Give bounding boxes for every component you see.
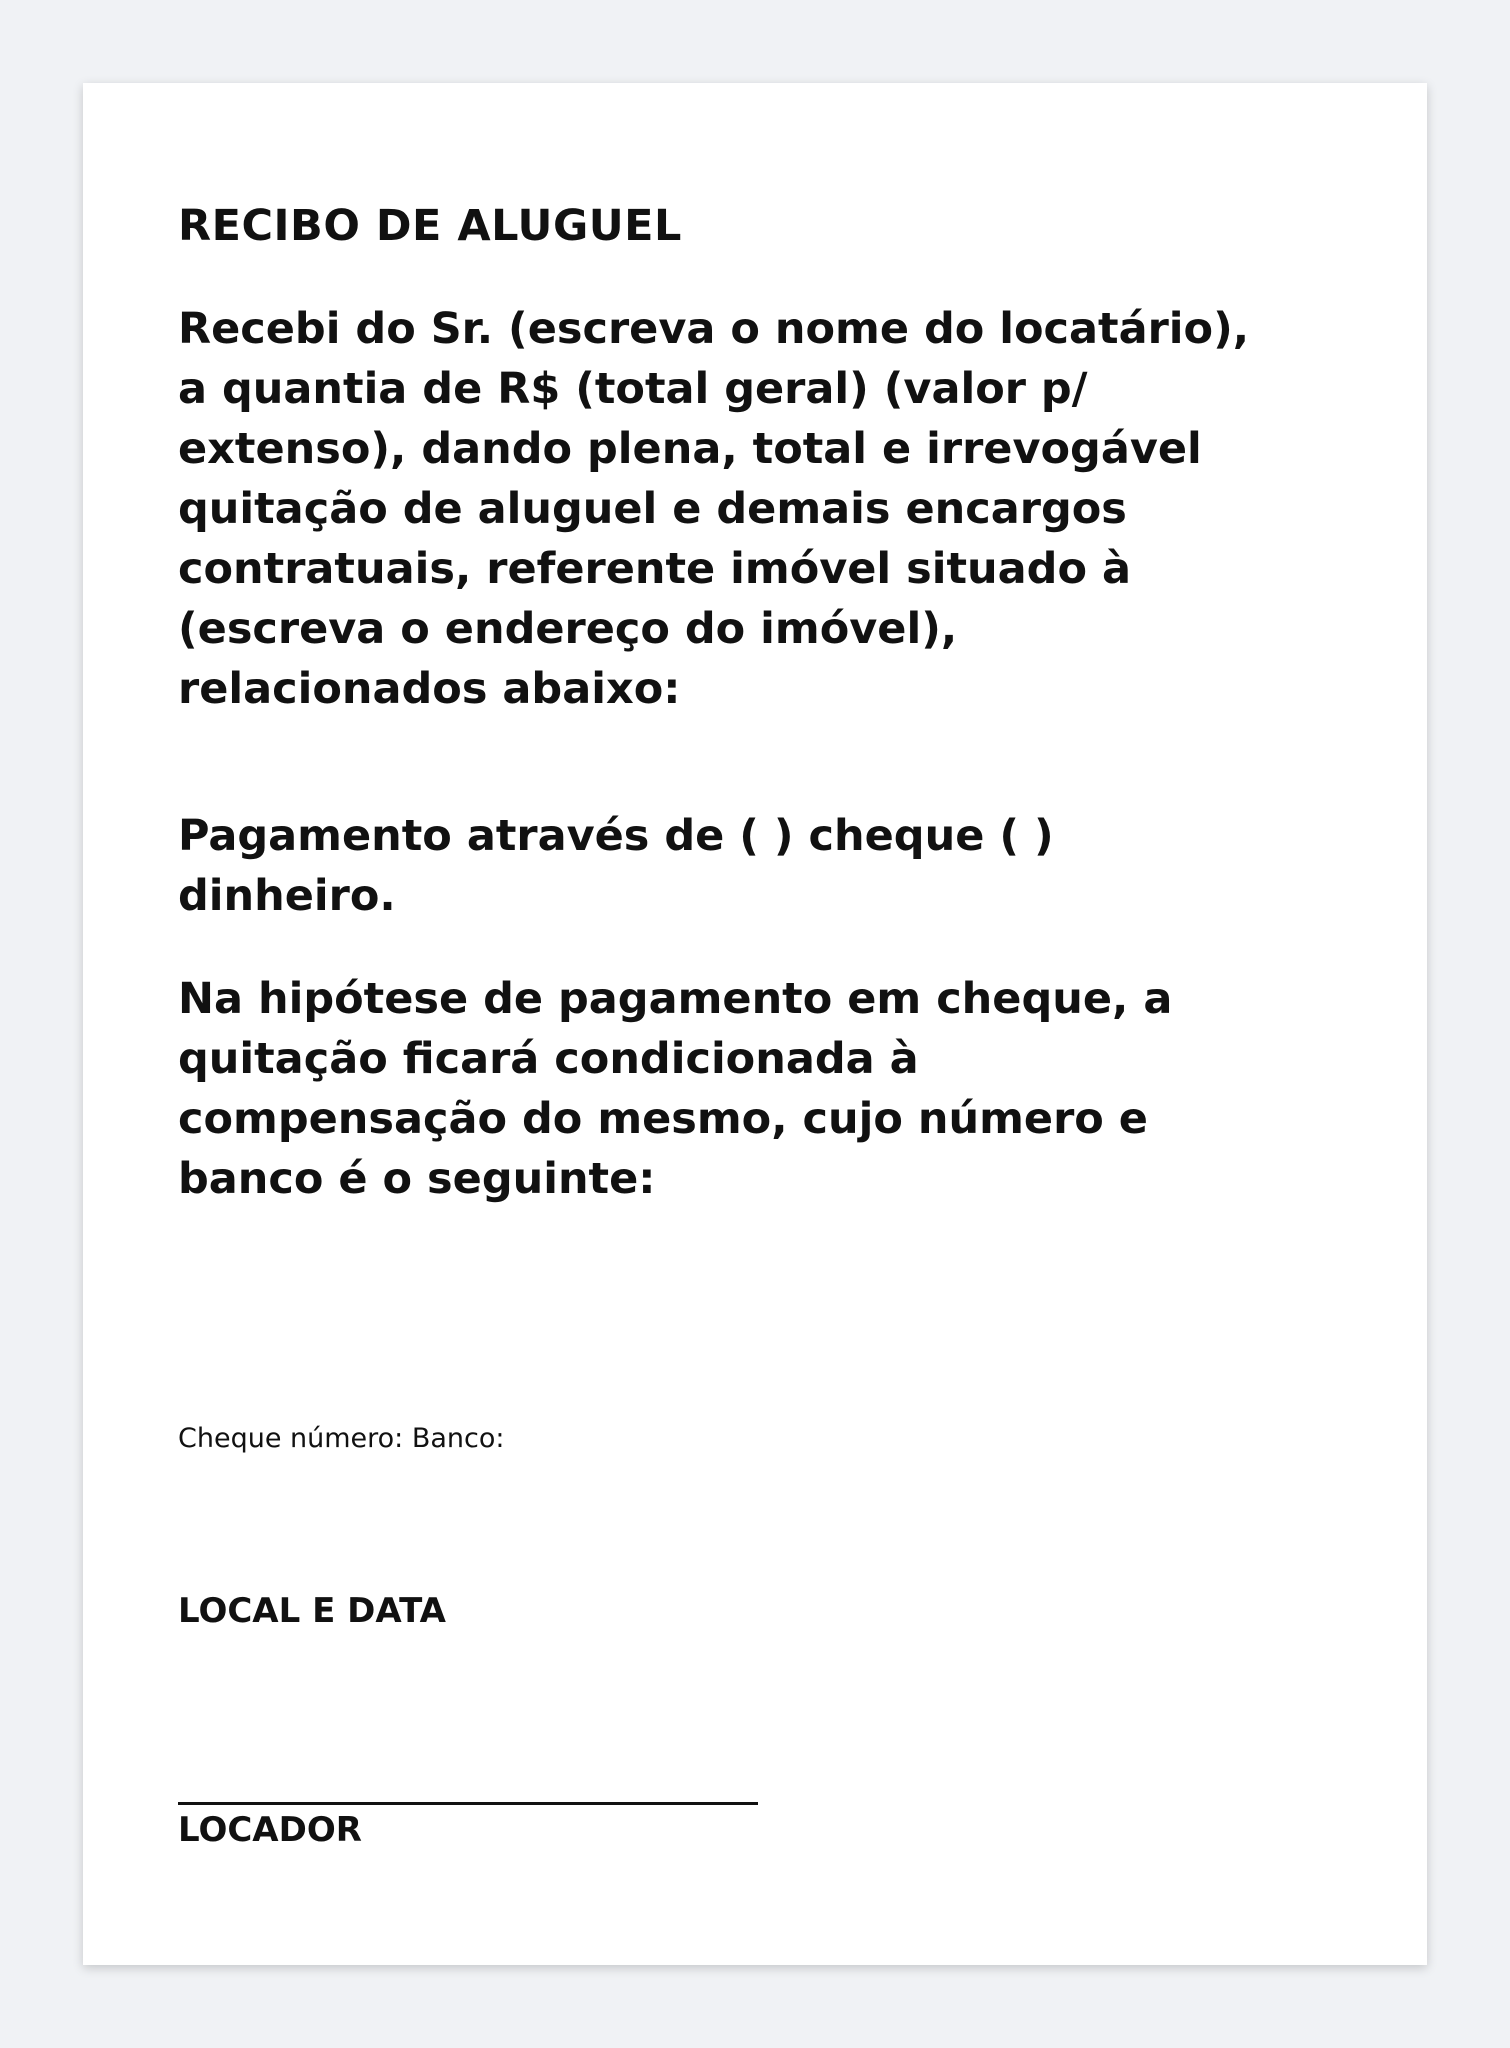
receipt-statement-paragraph <box>178 299 1358 719</box>
text-line: a quantia de R$ (total geral) (valor p/ <box>178 364 1088 414</box>
cheque-bank-line: Cheque número: Banco: <box>178 1423 505 1454</box>
text-line: dinheiro. <box>178 871 396 921</box>
text-line: banco é o seguinte: <box>178 1154 656 1204</box>
text-line: contratuais, referente imóvel situado à <box>178 544 1131 594</box>
text-line: quitação ficará condicionada à <box>178 1034 919 1084</box>
local-date-label: LOCAL E DATA <box>178 1591 446 1631</box>
signature-line <box>178 1802 758 1805</box>
text-line: Na hipótese de pagamento em cheque, a <box>178 974 1173 1024</box>
cheque-condition-paragraph <box>178 969 1358 1209</box>
text-line: quitação de aluguel e demais encargos <box>178 484 1127 534</box>
text-line: (escreva o endereço do imóvel), <box>178 604 958 654</box>
text-line: Pagamento através de ( ) cheque ( ) <box>178 811 1054 861</box>
signature-label: LOCADOR <box>178 1810 362 1850</box>
document-title: RECIBO DE ALUGUEL <box>178 201 682 251</box>
text-line: Recebi do Sr. (escreva o nome do locatário), <box>178 304 1250 354</box>
document-page <box>83 83 1427 1965</box>
text-line: relacionados abaixo: <box>178 664 681 714</box>
text-line: compensação do mesmo, cujo número e <box>178 1094 1148 1144</box>
payment-method-paragraph <box>178 806 1358 926</box>
text-line: extenso), dando plena, total e irrevogável <box>178 424 1202 474</box>
